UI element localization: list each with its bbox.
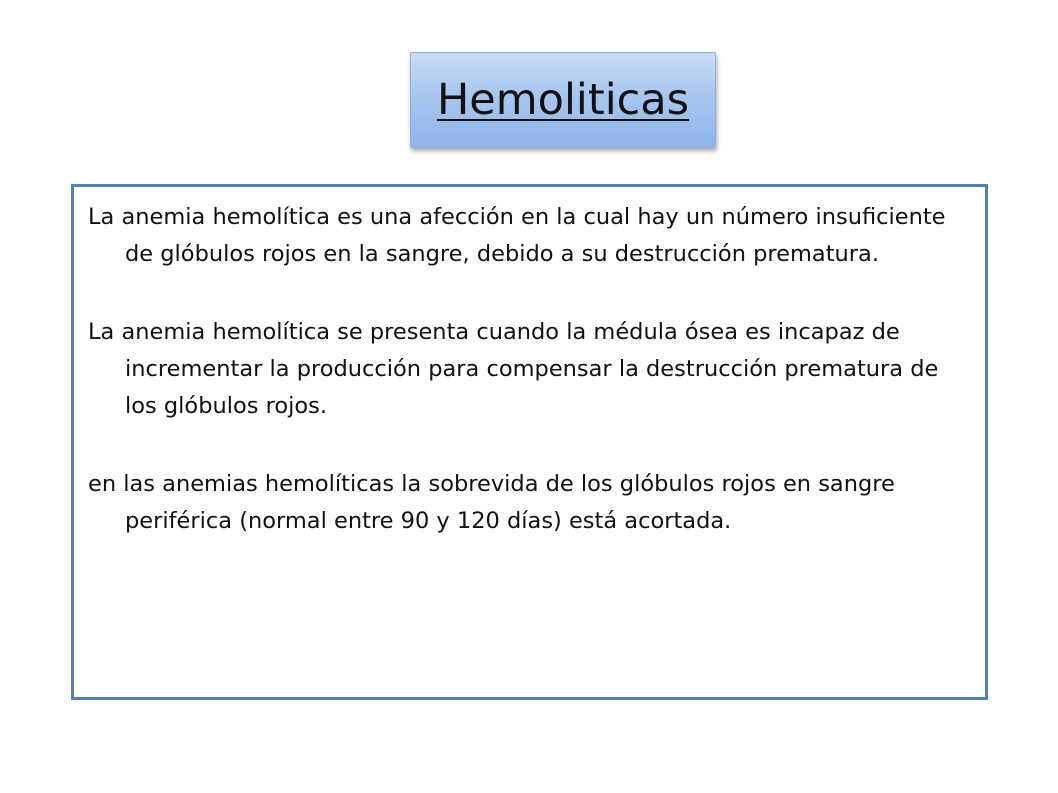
paragraph-survival: en las anemias hemolíticas la sobrevida de los glóbulos rojos en sangre periférica (normal entre 90 y 120 días) está acortada. — [88, 471, 895, 534]
title-box — [410, 52, 716, 148]
paragraph-cause: La anemia hemolítica se presenta cuando la médula ósea es incapaz de incrementar la producción para compensar la destrucción prematura de los glóbulos rojos. — [88, 319, 939, 419]
slide-title: Hemoliticas — [436, 75, 690, 125]
paragraph-definition: La anemia hemolítica es una afección en la cual hay un número insuficiente de glóbulos rojos en la sangre, debido a su destrucción prematura. — [88, 204, 946, 267]
content-box — [71, 184, 988, 700]
